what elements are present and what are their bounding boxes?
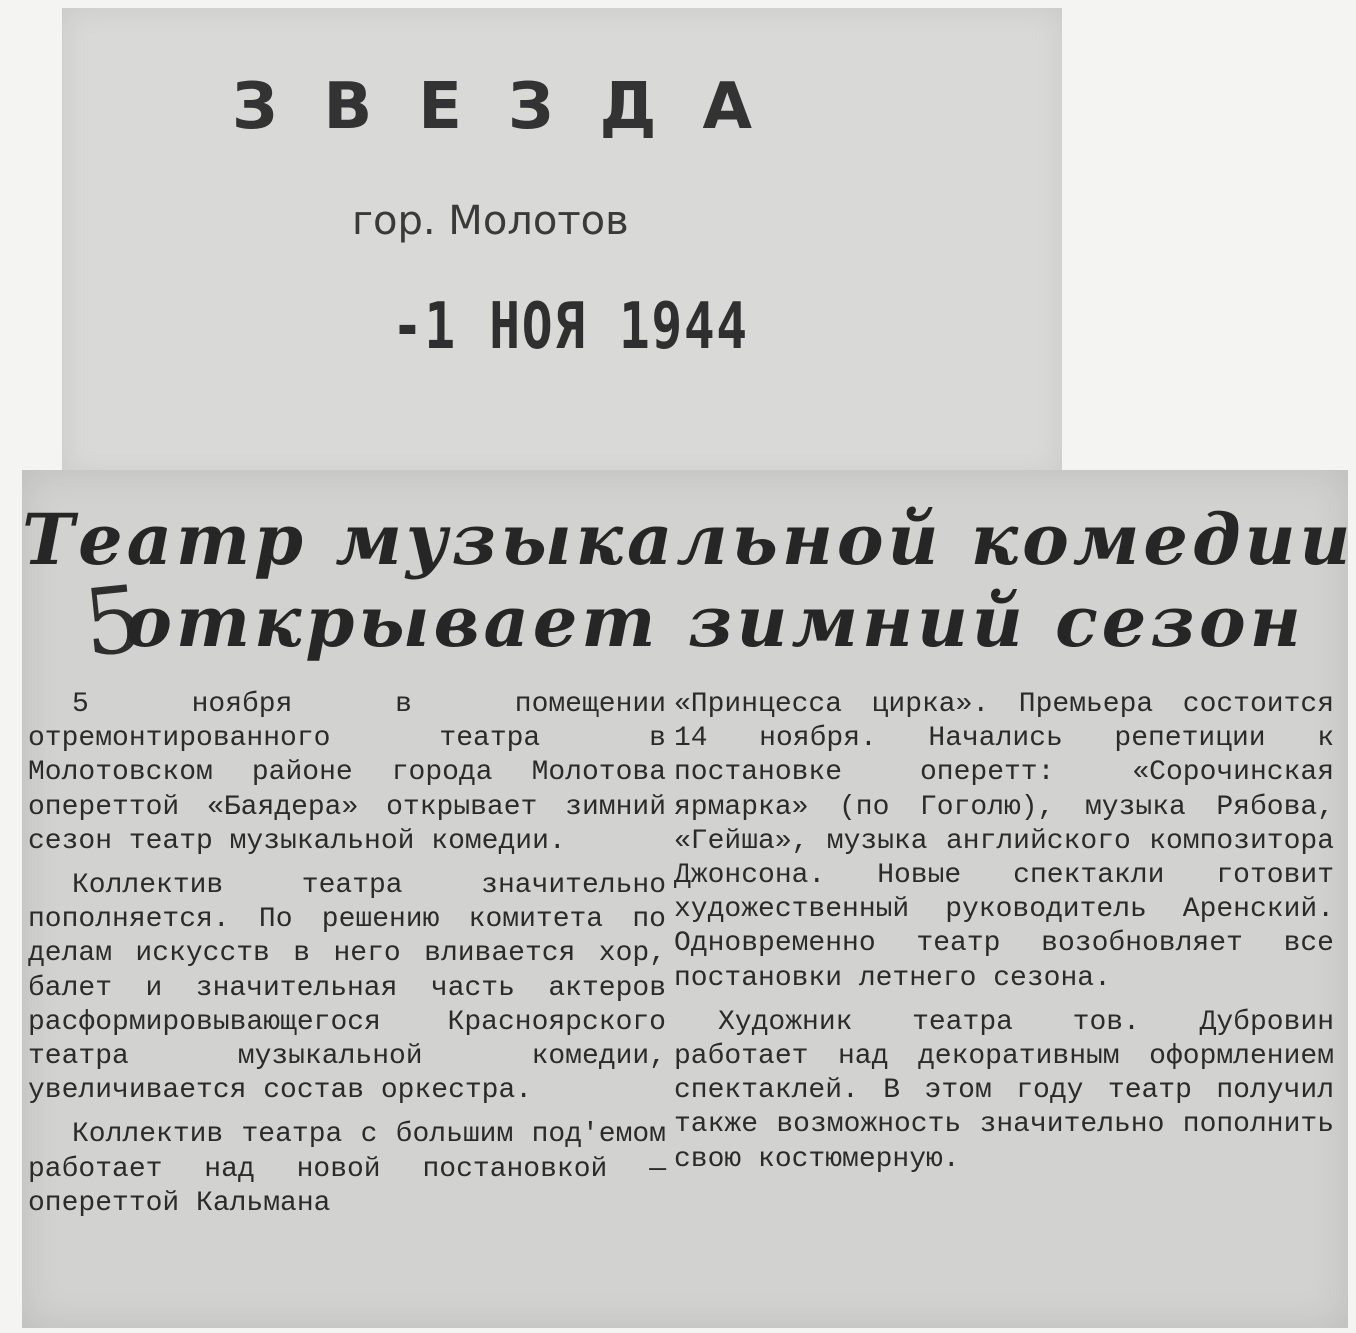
headline-line-1: Театр музыкальной комедии (22, 498, 1355, 581)
article-paragraph: 5 ноября в помещении отремонтированного театра в Молотовском районе города Молотова опереттой «Баядера» открывает зимний сезон театр музыкальной комедии. (28, 689, 666, 857)
handwritten-number-mark: 5 (78, 565, 148, 678)
article-clipping (22, 470, 1355, 1328)
article-paragraph: «Принцесса цирка». Премьера состоится 14 ноября. Начались репетиции к постановке оперетт: «Сорочинская ярмарка» (по Гоголю), музыка Рябова, «Гейша», музыка английского композитора Джонсона. Новые спектакли готовит художественный руководитель Аренский. Одновременно театр возобновляет все постановки летнего сезона. (674, 689, 1334, 994)
article-paragraph: Коллектив театра значительно пополняется. По решению комитета по делам искусств в него вливается хор, балет и значительная часть актеров расформировывающегося Красноярского театра музыкальной комедии, увеличивается состав оркестра. (28, 870, 666, 1107)
article-left-column (28, 688, 666, 1231)
date-stamp: -1 НОЯ 1944 (392, 290, 749, 364)
newspaper-name: ЗВЕЗДА (232, 70, 798, 144)
city-line: гор. Молотов (352, 198, 629, 244)
article-right-column (674, 688, 1334, 1187)
headline-line-2: открывает зимний сезон (125, 580, 1305, 663)
article-paragraph: Художник театра тов. Дубровин работает над декоративным оформлением спектаклей. В этом году театр получил также возможность значительно пополнить свою костюмерную. (674, 1006, 1334, 1175)
article-paragraph: Коллектив театра с большим под'емом работает над новой постановкой — опереттой Кальмана (28, 1119, 666, 1219)
newspaper-label (62, 8, 1062, 478)
